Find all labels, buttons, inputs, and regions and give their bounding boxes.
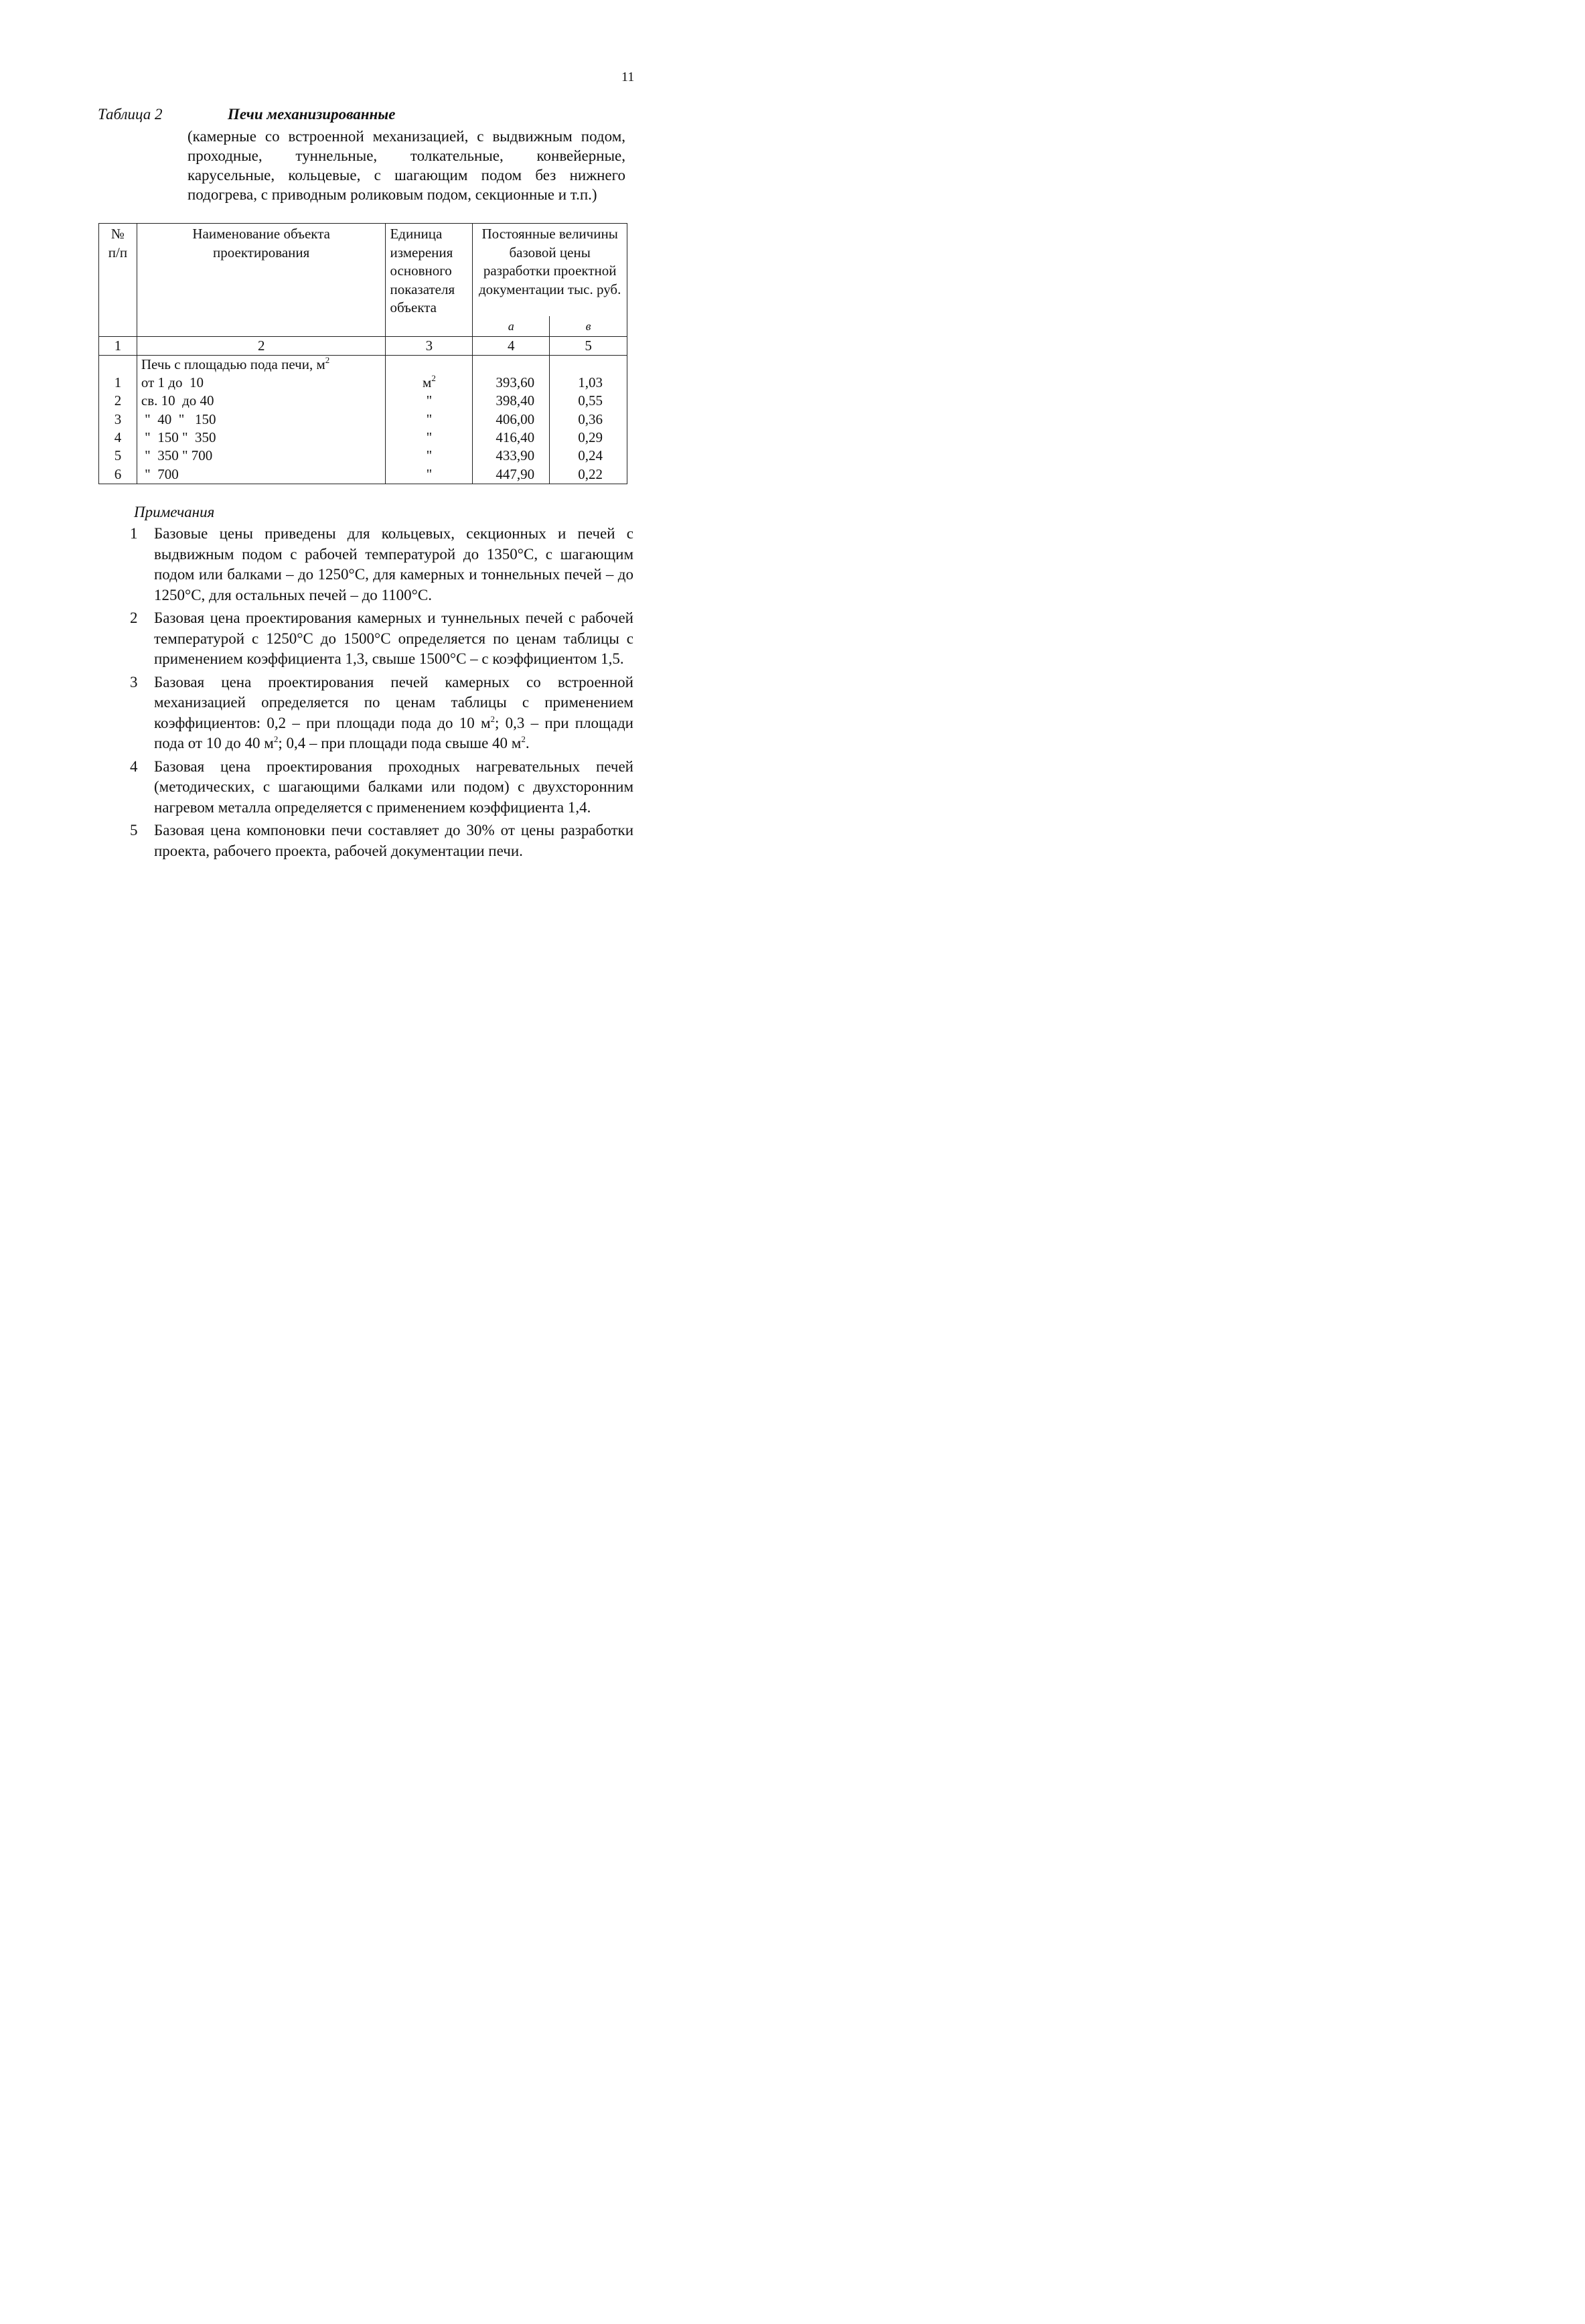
value-b: 0,24 bbox=[578, 447, 603, 464]
header-object-name: Наименование объекта проектирования bbox=[137, 224, 386, 337]
row-number: 1 bbox=[114, 374, 122, 390]
values-b-cell bbox=[550, 355, 627, 484]
value-b: 1,03 bbox=[578, 374, 603, 390]
note-number: 5 bbox=[130, 822, 138, 839]
notes-list bbox=[127, 524, 633, 864]
unit-value: " bbox=[426, 447, 433, 464]
note-item bbox=[127, 672, 633, 754]
note-number: 1 bbox=[130, 525, 138, 542]
unit-value: " bbox=[426, 411, 433, 427]
value-a: 416,40 bbox=[496, 429, 535, 446]
subheader-a: а bbox=[473, 316, 550, 336]
object-names-cell bbox=[137, 355, 386, 484]
header-row bbox=[99, 224, 627, 317]
column-number: 3 bbox=[386, 336, 473, 355]
note-number: 2 bbox=[130, 609, 138, 626]
column-number: 1 bbox=[99, 336, 137, 355]
values-a-cell bbox=[473, 355, 550, 484]
value-b: 0,22 bbox=[578, 465, 603, 482]
page-number: 11 bbox=[621, 70, 635, 84]
value-a: 447,90 bbox=[496, 465, 535, 482]
value-b: 0,55 bbox=[578, 392, 603, 409]
object-name: " 350 " 700 bbox=[141, 447, 213, 464]
header-unit: Единица измерения основного показателя объекта bbox=[386, 224, 473, 337]
notes-title: Примечания bbox=[134, 504, 215, 520]
value-b: 0,29 bbox=[578, 429, 603, 446]
row-number: 6 bbox=[114, 465, 122, 482]
table-caption-label: Таблица 2 bbox=[98, 106, 163, 123]
object-name: св. 10 до 40 bbox=[141, 392, 214, 409]
row-numbers-cell bbox=[99, 355, 137, 484]
object-name: " 700 bbox=[141, 465, 179, 482]
note-text: Базовая цена компоновки печи составляет до 30% от цены разработки проекта, рабочего проекта, рабочей документации печи. bbox=[154, 822, 633, 859]
unit-value: " bbox=[426, 392, 433, 409]
note-item bbox=[127, 524, 633, 605]
subheader-b: в bbox=[550, 316, 627, 336]
value-a: 433,90 bbox=[496, 447, 535, 464]
table-caption-title: Печи механизированные bbox=[228, 106, 396, 123]
note-text: Базовые цены приведены для кольцевых, секционных и печей с выдвижным подом с рабочей температурой до 1350°С, с шагающим подом или балками – до 1250°С, для камерных и тоннельных печей – до 1250°С, для остальных печей – до 1100°С. bbox=[154, 525, 633, 603]
note-item bbox=[127, 820, 633, 861]
value-a: 398,40 bbox=[496, 392, 535, 409]
note-item bbox=[127, 608, 633, 670]
note-text: Базовая цена проектирования проходных нагревательных печей (методических, с шагающими балками или подом) с двухсторонним нагревом металла определяется с применением коэффициента 1,4. bbox=[154, 757, 633, 816]
note-item bbox=[127, 757, 633, 818]
superscript: 2 bbox=[431, 372, 436, 383]
note-text: Базовая цена проектирования камерных и туннельных печей с рабочей температурой с 1250°С до 1500°С определяется по ценам таблицы с применением коэффициента 1,3, свыше 1500°С – с коэффициентом 1,5. bbox=[154, 609, 633, 667]
unit-value: м bbox=[423, 374, 432, 390]
table-body-row bbox=[99, 355, 627, 484]
row-number: 3 bbox=[114, 411, 122, 427]
note-number: 3 bbox=[130, 673, 138, 691]
superscript: 2 bbox=[325, 354, 330, 365]
unit-value: " bbox=[426, 429, 433, 446]
row-number: 5 bbox=[114, 447, 122, 464]
column-number: 2 bbox=[137, 336, 386, 355]
header-base-price: Постоянные величины базовой цены разработки проектной документации тыс. руб. bbox=[473, 224, 627, 317]
column-number: 4 bbox=[473, 336, 550, 355]
header-number: № п/п bbox=[99, 224, 137, 337]
object-name: " 40 " 150 bbox=[141, 411, 216, 427]
column-number: 5 bbox=[550, 336, 627, 355]
price-table bbox=[98, 223, 627, 484]
object-name: от 1 до 10 bbox=[141, 374, 204, 390]
table-caption-description: (камерные со встроенной механизацией, с выдвижным подом, проходные, туннельные, толкательные, конвейерные, карусельные, кольцевые, с шагающим подом без нижнего подогрева, с приводным роликовым подом, секционные и т.п.) bbox=[187, 128, 625, 203]
row-number: 4 bbox=[114, 429, 122, 446]
row-number: 2 bbox=[114, 392, 122, 409]
group-label: Печь с площадью пода печи, м bbox=[141, 356, 325, 372]
unit-value: " bbox=[426, 465, 433, 482]
note-text: Базовая цена проектирования печей камерных со встроенной механизацией определяется по ценам таблицы с применением коэффициентов: 0,2 – при площади пода до 10 $м^2$; 0,3 – при площади пода от 10 до 40 $м^2$; 0,4 – при площади пода свыше 40 $м^2$. bbox=[154, 673, 633, 751]
value-b: 0,36 bbox=[578, 411, 603, 427]
units-cell bbox=[386, 355, 473, 484]
object-name: " 150 " 350 bbox=[141, 429, 216, 446]
value-a: 393,60 bbox=[496, 374, 535, 390]
note-number: 4 bbox=[130, 757, 138, 775]
value-a: 406,00 bbox=[496, 411, 535, 427]
column-number-row bbox=[99, 336, 627, 355]
